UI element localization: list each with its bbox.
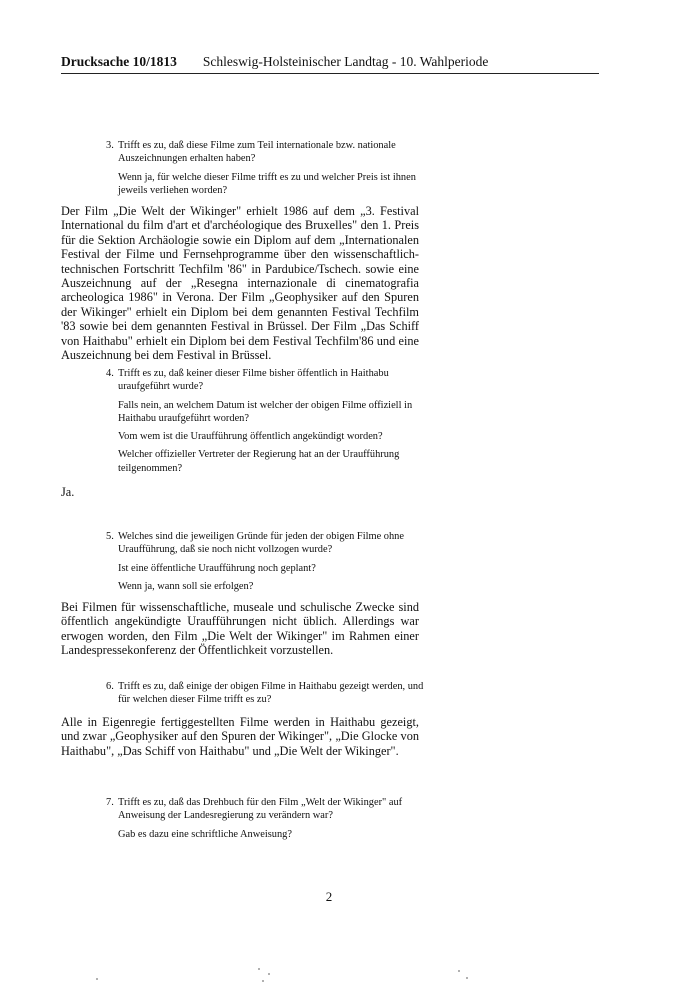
answer-6: Alle in Eigenregie fertiggestellten Filme werden in Haithabu gezeigt, und zwar „Geophysiker auf den Spuren der Wikinger", „Die Glocke von Haithabu", „Das Schiff von Haithabu" und „Die Welt der Wikinger".	[61, 715, 419, 758]
question-text: Falls nein, an welchem Datum ist welcher der obigen Filme offiziell in Haithabu uraufgeführt worden?	[118, 399, 413, 424]
question-number: 4.	[106, 368, 114, 379]
question-text: Trifft es zu, daß keiner dieser Filme bisher öffentlich in Haithabu uraufgeführt wurde?	[118, 368, 389, 393]
question-text: Wenn ja, für welche dieser Filme trifft es zu und welcher Preis ist ihnen jeweils verliehen worden?	[118, 171, 416, 196]
answer-3: Der Film „Die Welt der Wikinger" erhielt 1986 auf dem „3. Festival International du film d'art et d'archéologique des Bruxelles" den 1. Preis für die Sektion Archäologie sowie ein Diplom auf dem „Internationalen Festival der Filme und Fernsehprogramme über den wissenschaftlich-technischen Fortschritt Techfilm '86" in Pardubice/Tschech. sowie eine Auszeichnung auf der „Resegna internazionale di cinematografia archeologica 1986" in Verona. Der Film „Geophysiker auf den Spuren der Wikinger" erhielt ein Diplom bei dem genannten Festival Techfilm '83 sowie bei dem genannten Festival in Brüssel. Der Film „Das Schiff von Haithabu" erhielt ein Diplom bei dem Festival Techfilm'86 und eine Auszeichnung bei dem Festival in Brüssel.	[61, 204, 419, 363]
question-6	[106, 680, 424, 712]
question-text: Ist eine öffentliche Uraufführung noch geplant?	[118, 562, 316, 574]
question-number: 6.	[106, 681, 114, 692]
question-number: 5.	[106, 531, 114, 542]
scan-speck	[258, 968, 260, 970]
parliament-title: Schleswig-Holsteinischer Landtag - 10. Wahlperiode	[202, 54, 489, 69]
question-text: Welcher offizieller Vertreter der Regierung hat an der Uraufführung teilgenommen?	[118, 449, 400, 474]
question-text: Trifft es zu, daß einige der obigen Filme in Haithabu gezeigt werden, und für welchen dieser Filme trifft es zu?	[118, 681, 424, 706]
answer-5: Bei Filmen für wissenschaftliche, museale und schulische Zwecke sind öffentlich angekündigte Uraufführungen nicht üblich. Allerdings war erwogen worden, den Film „Die Welt der Wikinger" im Rahmen einer Landespressekonferenz der Öffentlichkeit vorzustellen.	[61, 600, 419, 658]
question-text: Trifft es zu, daß das Drehbuch für den Film „Welt der Wikinger" auf Anweisung der Landesregierung zu verändern war?	[118, 797, 403, 822]
question-3	[106, 139, 424, 202]
question-7	[106, 796, 424, 846]
question-number: 3.	[106, 140, 114, 151]
question-text: Welches sind die jeweiligen Gründe für jeden der obigen Filme ohne Uraufführung, daß sie noch nicht vollzogen wurde?	[118, 531, 404, 556]
question-text: Gab es dazu eine schriftliche Anweisung?	[118, 828, 292, 840]
question-text: Wenn ja, wann soll sie erfolgen?	[118, 580, 254, 592]
question-text: Trifft es zu, daß diese Filme zum Teil internationale bzw. nationale Auszeichnungen erhalten haben?	[118, 140, 396, 165]
page-header	[61, 53, 599, 74]
question-5	[106, 530, 424, 598]
scan-speck	[268, 973, 270, 975]
scan-speck	[466, 977, 468, 979]
document-number: Drucksache 10/1813	[61, 54, 177, 69]
scan-speck	[96, 978, 98, 980]
answer-4: Ja.	[61, 485, 75, 499]
question-text: Vom wem ist die Uraufführung öffentlich angekündigt worden?	[118, 431, 383, 443]
scan-speck	[262, 980, 264, 982]
scan-speck	[458, 970, 460, 972]
question-number: 7.	[106, 797, 114, 808]
question-4	[106, 367, 424, 480]
page-number: 2	[325, 889, 333, 904]
